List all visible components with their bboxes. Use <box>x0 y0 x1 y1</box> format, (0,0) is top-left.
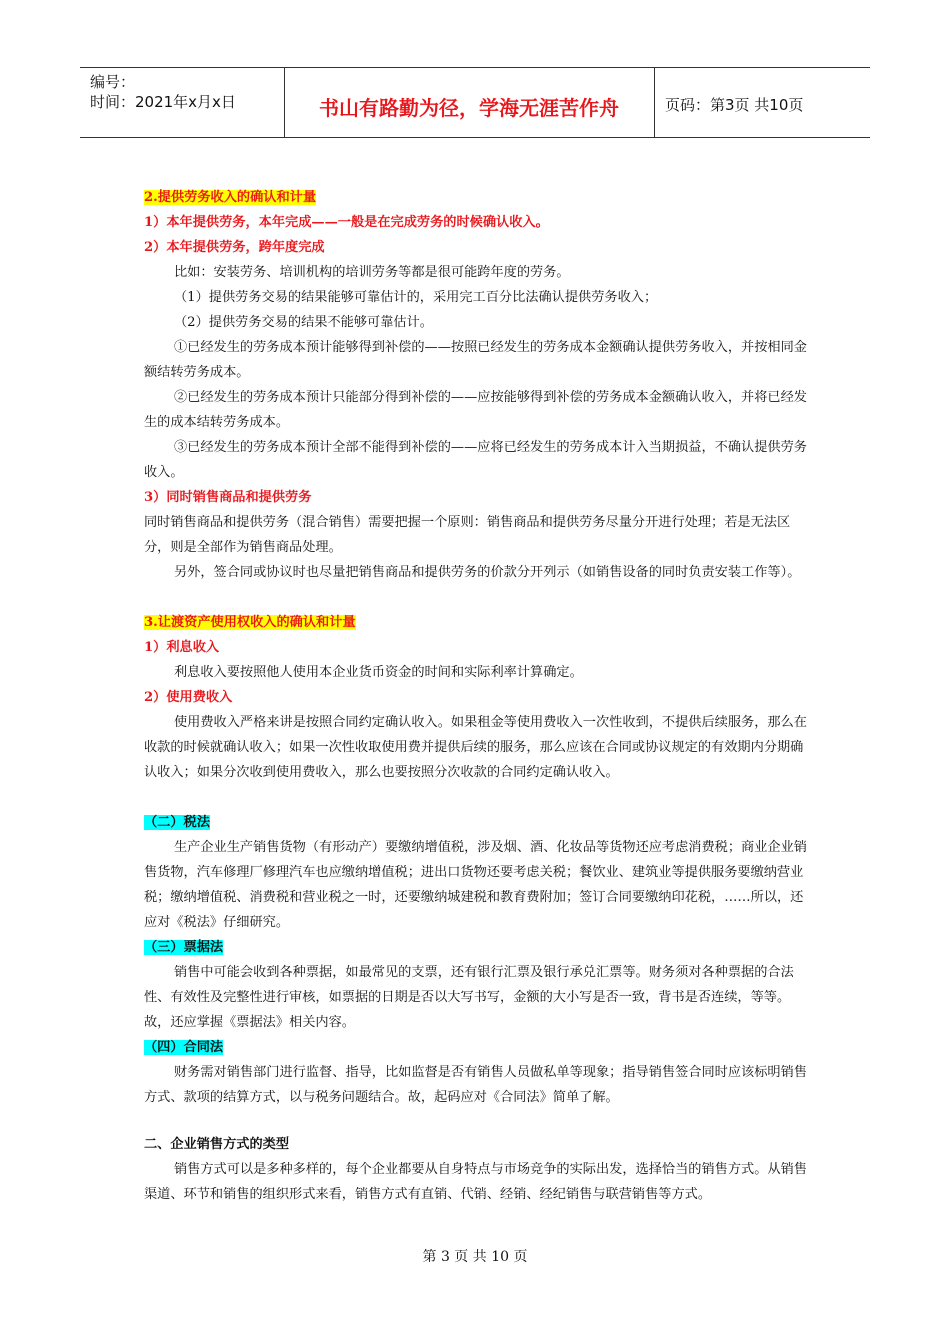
section-heading <box>144 185 808 210</box>
page-footer: 第 3 页 共 10 页 <box>422 1249 528 1265</box>
subheading: 2）本年提供劳务，跨年度完成 <box>144 240 325 255</box>
subheading: 3）同时销售商品和提供劳务 <box>144 490 312 505</box>
section-heading-text: 2.提供劳务收入的确认和计量 <box>144 190 317 205</box>
header-motto-cell <box>284 68 655 137</box>
header-meta-cell <box>80 68 285 137</box>
section-heading-text: （二）税法 <box>144 815 210 830</box>
document-number: 编号： <box>90 73 136 91</box>
paragraph: ③已经发生的劳务成本预计全部不能得到补偿的——应将已经发生的劳务成本计入当期损益，不确认提供劳务收入。 <box>144 440 807 480</box>
subheading: 1）利息收入 <box>144 640 220 655</box>
spacer <box>144 1110 808 1132</box>
paragraph: 同时销售商品和提供劳务（混合销售）需要把握一个原则：销售商品和提供劳务尽量分开进行处理；若是无法区分，则是全部作为销售商品处理。 <box>144 515 791 555</box>
paragraph: ①已经发生的劳务成本预计能够得到补偿的——按照已经发生的劳务成本金额确认提供劳务收入，并按相同金额结转劳务成本。 <box>144 340 807 380</box>
section-heading <box>144 610 808 635</box>
section-heading <box>144 935 808 960</box>
section-heading-text: 3.让渡资产使用权收入的确认和计量 <box>144 615 356 630</box>
paragraph: 销售中可能会收到各种票据，如最常见的支票，还有银行汇票及银行承兑汇票等。财务须对各种票据的合法性、有效性及完整性进行审核，如票据的日期是否以大写书写，金额的大小写是否一致，背书是否连续，等等。故，还应掌握《票据法》相关内容。 <box>144 965 794 1030</box>
paragraph: 另外，签合同或协议时也尽量把销售商品和提供劳务的价款分开列示（如销售设备的同时负责安装工作等）。 <box>174 565 801 580</box>
section-heading-text: （四）合同法 <box>144 1040 224 1055</box>
subheading: 1）本年提供劳务，本年完成——一般是在完成劳务的时候确认收入。 <box>144 215 549 230</box>
header-page-number: 页码：第3页 共10页 <box>665 96 804 114</box>
section-heading: 二、企业销售方式的类型 <box>144 1137 290 1152</box>
paragraph: 使用费收入严格来讲是按照合同约定确认收入。如果租金等使用费收入一次性收到，不提供后续服务，那么在收款的时候就确认收入；如果一次性收取使用费并提供后续的服务，那么应该在合同或协议规定的有效期内分期确认收入；如果分次收到使用费收入，那么也要按照分次收款的合同约定确认收入。 <box>144 715 807 780</box>
header-page-cell <box>655 68 870 137</box>
paragraph: 生产企业生产销售货物（有形动产）要缴纳增值税，涉及烟、酒、化妆品等货物还应考虑消费税；商业企业销售货物，汽车修理厂修理汽车也应缴纳增值税；进出口货物还要考虑关税；餐饮业、建筑业等提供服务要缴纳营业税；缴纳增值税、消费税和营业税之一时，还要缴纳城建税和教育费附加；签订合同要缴纳印花税，……所以，还应对《税法》仔细研究。 <box>144 840 807 930</box>
subheading: 2）使用费收入 <box>144 690 233 705</box>
document-body <box>144 185 808 1207</box>
section-heading-text: （三）票据法 <box>144 940 224 955</box>
spacer <box>144 785 808 810</box>
paragraph: ②已经发生的劳务成本预计只能部分得到补偿的——应按能够得到补偿的劳务成本金额确认收入，并将已经发生的成本结转劳务成本。 <box>144 390 807 430</box>
spacer <box>144 585 808 610</box>
paragraph: 销售方式可以是多种多样的，每个企业都要从自身特点与市场竞争的实际出发，选择恰当的销售方式。从销售渠道、环节和销售的组织形式来看，销售方式有直销、代销、经销、经纪销售与联营销售等方式。 <box>144 1162 807 1202</box>
page-header <box>80 67 870 138</box>
section-heading <box>144 1035 808 1060</box>
paragraph: 比如：安装劳务、培训机构的培训劳务等都是很可能跨年度的劳务。 <box>174 265 570 280</box>
paragraph: （1）提供劳务交易的结果能够可靠估计的，采用完工百分比法确认提供劳务收入； <box>174 290 658 305</box>
paragraph: 财务需对销售部门进行监督、指导，比如监督是否有销售人员做私单等现象；指导销售签合同时应该标明销售方式、款项的结算方式，以与税务问题结合。故，起码应对《合同法》简单了解。 <box>144 1065 807 1105</box>
document-date: 时间：2021年x月x日 <box>90 93 236 111</box>
section-heading <box>144 810 808 835</box>
paragraph: 利息收入要按照他人使用本企业货币资金的时间和实际利率计算确定。 <box>174 665 583 680</box>
header-motto: 书山有路勤为径，学海无涯苦作舟 <box>319 96 619 120</box>
paragraph: （2）提供劳务交易的结果不能够可靠估计。 <box>174 315 433 330</box>
